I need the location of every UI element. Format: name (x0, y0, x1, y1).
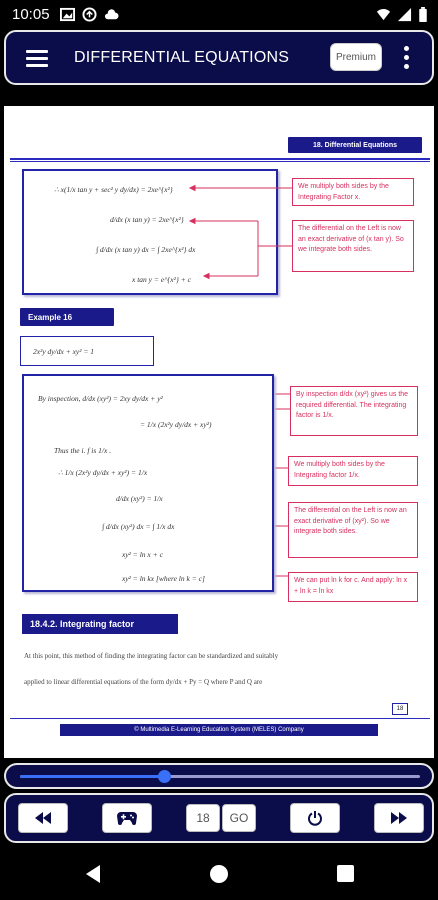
sync-icon (82, 7, 97, 22)
slider-track[interactable] (20, 775, 420, 778)
math-line: xy² = ln kx [where ln k = c] (122, 574, 205, 583)
body-text-line-2: applied to linear differential equations of the form dy/dx + Py = Q where P and Q are (24, 678, 263, 686)
math-line: x tan y = e^{x²} + c (132, 275, 192, 284)
header-gap (0, 86, 438, 106)
gamepad-icon (117, 811, 137, 825)
bottom-toolbar (4, 793, 434, 843)
math-line: By inspection, d/dx (xy²) = 2xy dy/dx + y² (38, 394, 163, 403)
cloud-icon (104, 7, 119, 22)
status-time: 10:05 (12, 6, 50, 23)
page-number: 18 (392, 703, 408, 715)
math-line: = 1/x (2x²y dy/dx + xy²) (140, 420, 212, 429)
example-equation: 2x²y dy/dx + xy² = 1 (33, 347, 95, 356)
home-icon[interactable] (209, 864, 229, 884)
gallery-icon (60, 7, 75, 22)
signal-icon (397, 7, 412, 22)
page-slider[interactable] (4, 763, 434, 789)
rewind-button[interactable] (18, 803, 68, 833)
slider-thumb[interactable] (158, 770, 171, 783)
example-label: Example 16 (20, 308, 114, 326)
note-multiply-if: We multiply both sides by the Integrating factor 1/x. (288, 456, 418, 486)
math-line: ∫ d/dx (x tan y) dx = ∫ 2xe^{x²} dx (96, 245, 196, 254)
chapter-label: 18. Differential Equations (288, 137, 422, 153)
recents-icon[interactable] (337, 865, 354, 882)
fast-forward-icon (391, 812, 407, 824)
document-page (4, 106, 434, 758)
math-line: ∴ x(1/x tan y + sec² y dy/dx) = 2xe^{x²} (54, 185, 173, 194)
go-button[interactable]: GO (222, 804, 256, 832)
system-nav-bar (0, 848, 438, 900)
math-line: ∫ d/dx (xy²) dx = ∫ 1/x dx (102, 522, 175, 531)
math-line: d/dx (xy²) = 1/x (116, 494, 163, 503)
page-number-input[interactable]: 18 (186, 804, 220, 832)
premium-button[interactable]: Premium (330, 43, 382, 71)
power-icon (307, 810, 323, 826)
note-exact-derivative-2: The differential on the Left is now an exact derivative of (xy²). So we integrate both sides. (288, 502, 418, 558)
more-options-icon[interactable] (404, 46, 410, 70)
back-icon[interactable] (84, 864, 102, 884)
power-button[interactable] (290, 803, 340, 833)
footer-rule (10, 718, 430, 719)
math-line: d/dx (x tan y) = 2xe^{x²} (110, 215, 184, 224)
wifi-icon (376, 7, 391, 22)
note-by-inspection: By inspection d/dx (xy²) gives us the required differential. The integrating factor is 1/x. (290, 386, 418, 436)
note-multiply-integrating-factor: We multiply both sides by the Integrating Factor x. (292, 178, 414, 206)
battery-icon (418, 7, 428, 22)
math-line: ∴ 1/x (2x²y dy/dx + xy²) = 1/x (58, 468, 148, 477)
status-right (376, 7, 428, 22)
slider-fill (20, 775, 164, 778)
section-label: 18.4.2. Integrating factor (22, 614, 178, 634)
note-exact-derivative: The differential on the Left is now an exact derivative of (x tan y). So we integrate both sides. (292, 220, 414, 272)
footer-copyright: © Multimedia E-Learning Education System (MELES) Company (60, 724, 378, 736)
math-line: Thus the i. f is 1/x . (54, 446, 112, 455)
math-line: xy² = ln x + c (122, 550, 163, 559)
note-ln-k: We can put ln k for c. And apply: ln x + ln k = ln kx (288, 572, 418, 602)
forward-button[interactable] (374, 803, 424, 833)
menu-icon[interactable] (26, 50, 48, 66)
game-button[interactable] (102, 803, 152, 833)
rewind-icon (35, 812, 51, 824)
body-text-line-1: At this point, this method of finding the integrating factor can be standardized and suitably (24, 652, 279, 660)
example-equation-box (20, 336, 154, 366)
app-title: DIFFERENTIAL EQUATIONS (74, 49, 290, 66)
math-block-2 (22, 374, 274, 592)
status-bar (0, 0, 438, 30)
app-header (4, 30, 434, 85)
